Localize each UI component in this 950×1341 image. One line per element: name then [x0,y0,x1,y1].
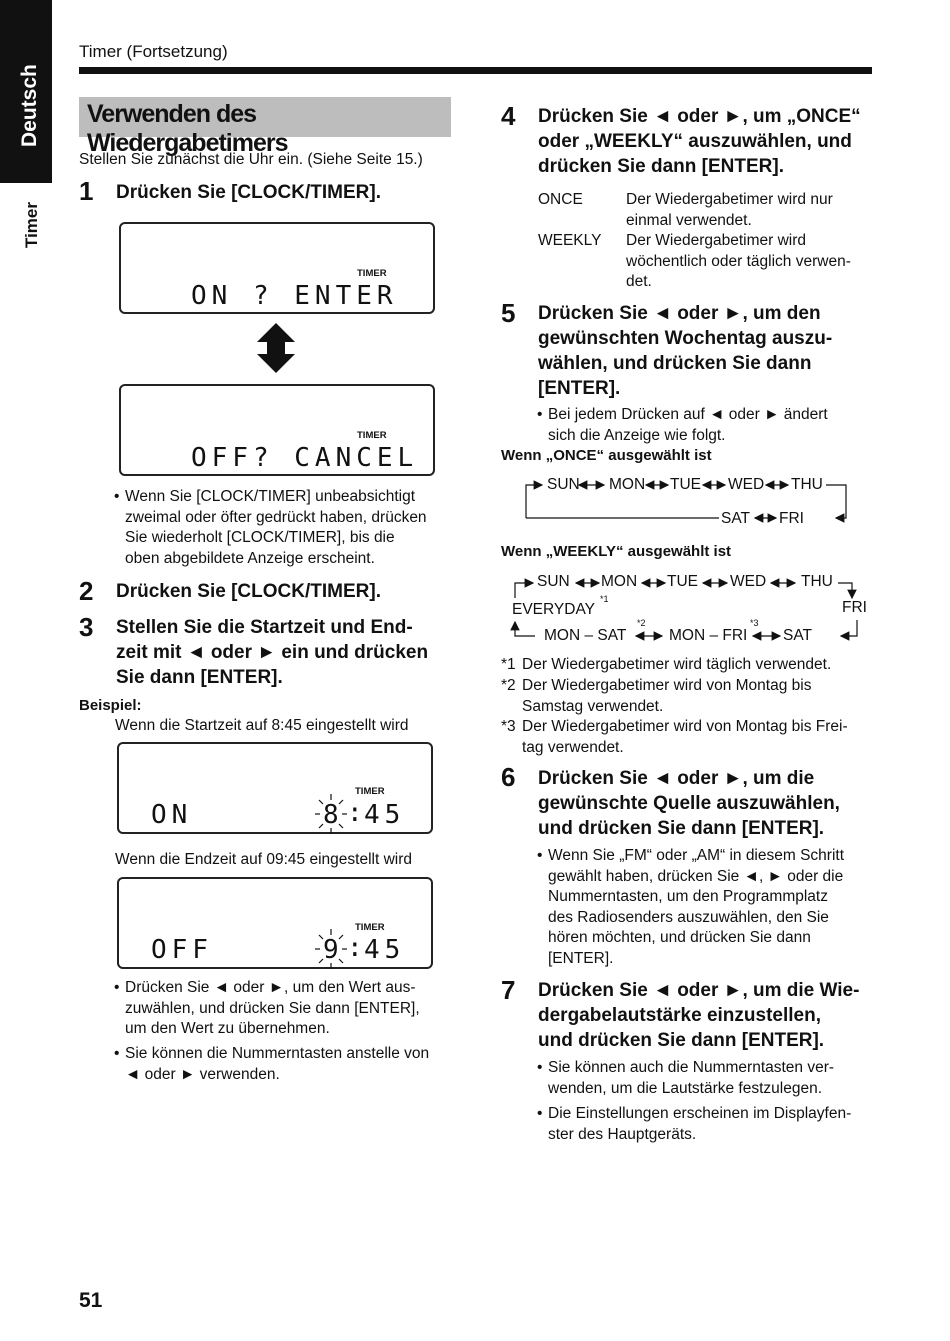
step-number: 6 [501,762,516,792]
note-line: wenden, um die Lautstärke festzulegen. [548,1079,823,1097]
note-line: Sie wiederholt [CLOCK/TIMER], bis die [125,529,395,546]
day-label: EVERYDAY [512,601,595,618]
footnote-line: Der Wiedergabetimer wird von Montag bis Frei- [522,718,848,735]
footnote-mark: *3 [750,618,759,628]
lcd-tag: TIMER [357,430,387,441]
day-label: FRI [779,510,804,527]
note-line: oben abgebildete Anzeige erscheint. [125,549,375,567]
note-line: zuwählen, und drücken Sie dann [ENTER], [125,999,420,1017]
step-line: Sie dann [ENTER]. [116,667,283,688]
day-label: FRI [842,599,867,616]
sidebar-section: Timer [22,202,41,248]
section-title: Verwenden des Wiedergabetimers [87,100,288,157]
footnote-line: tag verwendet. [522,738,624,756]
footnote-mark: *3 [501,718,516,735]
definition-line: einmal verwendet. [626,211,752,229]
header-rule [79,67,872,74]
definition-term: ONCE [538,191,583,208]
page-header: Timer (Fortsetzung) [79,42,228,61]
note-line: Wenn Sie „FM“ oder „AM“ in diesem Schritt [548,847,845,864]
step-line: Drücken Sie ◄ oder ►, um die [538,768,815,789]
day-label: THU [801,573,833,590]
step-line: wählen, und drücken Sie dann [538,353,812,374]
lcd-text: ON ? ENTER [191,281,398,311]
note-line: Bei jedem Drücken auf ◄ oder ► ändert [548,406,828,423]
step-line: [ENTER]. [538,378,621,399]
definition-term: WEEKLY [538,232,602,249]
lcd-minutes: 45 [364,935,406,965]
step-text [538,766,840,841]
definition-line: det. [626,273,652,290]
note-line: [ENTER]. [548,949,614,967]
note-line: hören möchten, und drücken Sie dann [548,929,811,946]
day-label: WED [730,573,767,590]
step-number: 5 [501,298,516,328]
lcd-tag: TIMER [355,922,385,933]
footnote-mark: *1 [501,656,516,673]
step-line: Drücken Sie ◄ oder ►, um den [538,303,821,324]
footnote-mark: *1 [600,594,609,604]
step-line: zeit mit ◄ oder ► ein und drücken [116,642,429,663]
step-text: Drücken Sie [CLOCK/TIMER]. [116,581,381,602]
weekly-label: Wenn „WEEKLY“ ausgewählt ist [501,543,732,560]
definition-line: Der Wiedergabetimer wird [626,232,807,249]
bullet-note: • Die Einstellungen erscheinen im Displayfen- ster des Hauptgeräts. [537,1104,877,1145]
lcd-minutes: 45 [364,800,406,830]
day-label: WED [728,476,765,493]
step-number: 2 [79,576,94,606]
definition-text [626,190,833,231]
step-number: 7 [501,975,516,1005]
page-number: 51 [79,1289,103,1312]
lcd-display [117,742,433,834]
definition-line: Der Wiedergabetimer wird nur [626,191,833,208]
step-line: Stellen Sie die Startzeit und End- [116,617,413,638]
note-line: Sie können auch die Nummerntasten ver- [548,1059,835,1076]
step-line: gewünschte Quelle auszuwählen, [538,793,840,814]
note-line: gewählt haben, drücken Sie ◄, ► oder die [548,867,844,885]
day-label: SAT [783,627,812,644]
note-line: Die Einstellungen erscheinen im Displayfen- [548,1105,852,1122]
lcd-hour: 9 [323,935,344,965]
lcd-left-text: ON [151,800,193,830]
step-number: 3 [79,612,94,642]
bullet-note: • Sie können die Nummerntasten anstelle von ◄ oder ► verwenden. [114,1044,464,1085]
definition-line: wöchentlich oder täglich verwen- [626,252,851,270]
day-label: SUN [547,476,580,493]
step-line: drücken Sie dann [ENTER]. [538,156,784,177]
day-label: SUN [537,573,570,590]
lcd-text: OFF? CANCEL [191,443,419,473]
day-label: MON [601,573,638,590]
footnote-text [522,717,848,758]
bullet-note: • Wenn Sie [CLOCK/TIMER] unbeabsichtigt zweimal oder öfter gedrückt haben, drücken Sie wiederholt [CLOCK/TIMER], bis die oben abgebildete Anzeige erscheint. [114,487,464,569]
step-text [538,301,832,401]
lcd-tag: TIMER [357,268,387,279]
step-number: 1 [79,176,94,206]
intro-text: Stellen Sie zunächst die Uhr ein. (Siehe Seite 15.) [79,151,423,168]
lcd-display [119,384,435,476]
bullet-note: • Sie können auch die Nummerntasten ver- wenden, um die Lautstärke festzulegen. [537,1058,877,1099]
day-label: SAT [721,510,750,527]
note-line: Nummerntasten, um den Programmplatz [548,888,828,905]
once-label: Wenn „ONCE“ ausgewählt ist [501,447,712,464]
note-line: um den Wert zu übernehmen. [125,1020,330,1037]
lcd-display [117,877,433,969]
step-line: gewünschten Wochentag auszu- [538,328,833,349]
lcd-hour: 8 [323,800,344,830]
step-line: dergabelautstärke einzustellen, [538,1005,821,1026]
section-title-box [79,97,451,157]
definition-text [626,231,851,293]
example-start-text: Wenn die Startzeit auf 8:45 eingestellt wird [115,717,409,734]
note-line: ster des Hauptgeräts. [548,1125,697,1143]
step-text [116,615,428,690]
lcd-tag: TIMER [355,786,385,797]
example-end-text: Wenn die Endzeit auf 09:45 eingestellt wird [115,851,412,868]
day-label: TUE [667,573,698,590]
step-line: Drücken Sie ◄ oder ►, um „ONCE“ [538,106,861,127]
note-line: Sie können die Nummerntasten anstelle von [125,1045,430,1062]
footnote-line: Der Wiedergabetimer wird von Montag bis [522,677,812,694]
lcd-colon: : [347,798,363,828]
bullet-note: • Wenn Sie „FM“ oder „AM“ in diesem Schritt gewählt haben, drücken Sie ◄, ► oder die Nummerntasten, um den Programmplatz des Radiosenders auszuwählen, den Sie hören möchten, und drücken Sie dann [ENTER]. [537,846,877,969]
toggle-arrow-icon [255,323,297,373]
note-line: sich die Anzeige wie folgt. [548,426,726,444]
footnote-line: Samstag verwendet. [522,697,664,715]
footnote-text [522,655,831,676]
bullet-note: • Bei jedem Drücken auf ◄ oder ► ändert sich die Anzeige wie folgt. [537,405,877,446]
step-number: 4 [501,101,516,131]
step-line: und drücken Sie dann [ENTER]. [538,818,825,839]
bullet-note: • Drücken Sie ◄ oder ►, um den Wert aus- zuwählen, und drücken Sie dann [ENTER], um den Wert zu übernehmen. [114,978,464,1040]
note-line: zweimal oder öfter gedrückt haben, drücken [125,508,427,526]
lcd-left-text: OFF [151,935,213,965]
day-label: TUE [670,476,701,493]
step-line: Drücken Sie ◄ oder ►, um die Wie- [538,980,860,1001]
day-label: THU [791,476,823,493]
day-label: MON – SAT [544,627,627,644]
footnote-line: Der Wiedergabetimer wird täglich verwendet. [522,656,832,673]
day-label: MON [609,476,646,493]
example-label: Beispiel: [79,697,142,714]
step-line: oder „WEEKLY“ auszuwählen, und [538,131,852,152]
step-text: Drücken Sie [CLOCK/TIMER]. [116,182,381,203]
note-line: Drücken Sie ◄ oder ►, um den Wert aus- [125,979,416,996]
step-text [538,978,859,1053]
footnote-mark: *2 [637,618,646,628]
note-line: des Radiosenders auszuwählen, den Sie [548,908,829,926]
note-line: Wenn Sie [CLOCK/TIMER] unbeabsichtigt [125,488,416,505]
sidebar-language: Deutsch [18,64,41,147]
note-line: ◄ oder ► verwenden. [125,1065,280,1083]
footnote-mark: *2 [501,677,516,694]
step-text [538,104,861,179]
day-label: MON – FRI [669,627,748,644]
lcd-colon: : [347,933,363,963]
lcd-display [119,222,435,314]
step-line: und drücken Sie dann [ENTER]. [538,1030,825,1051]
footnote-text [522,676,811,717]
